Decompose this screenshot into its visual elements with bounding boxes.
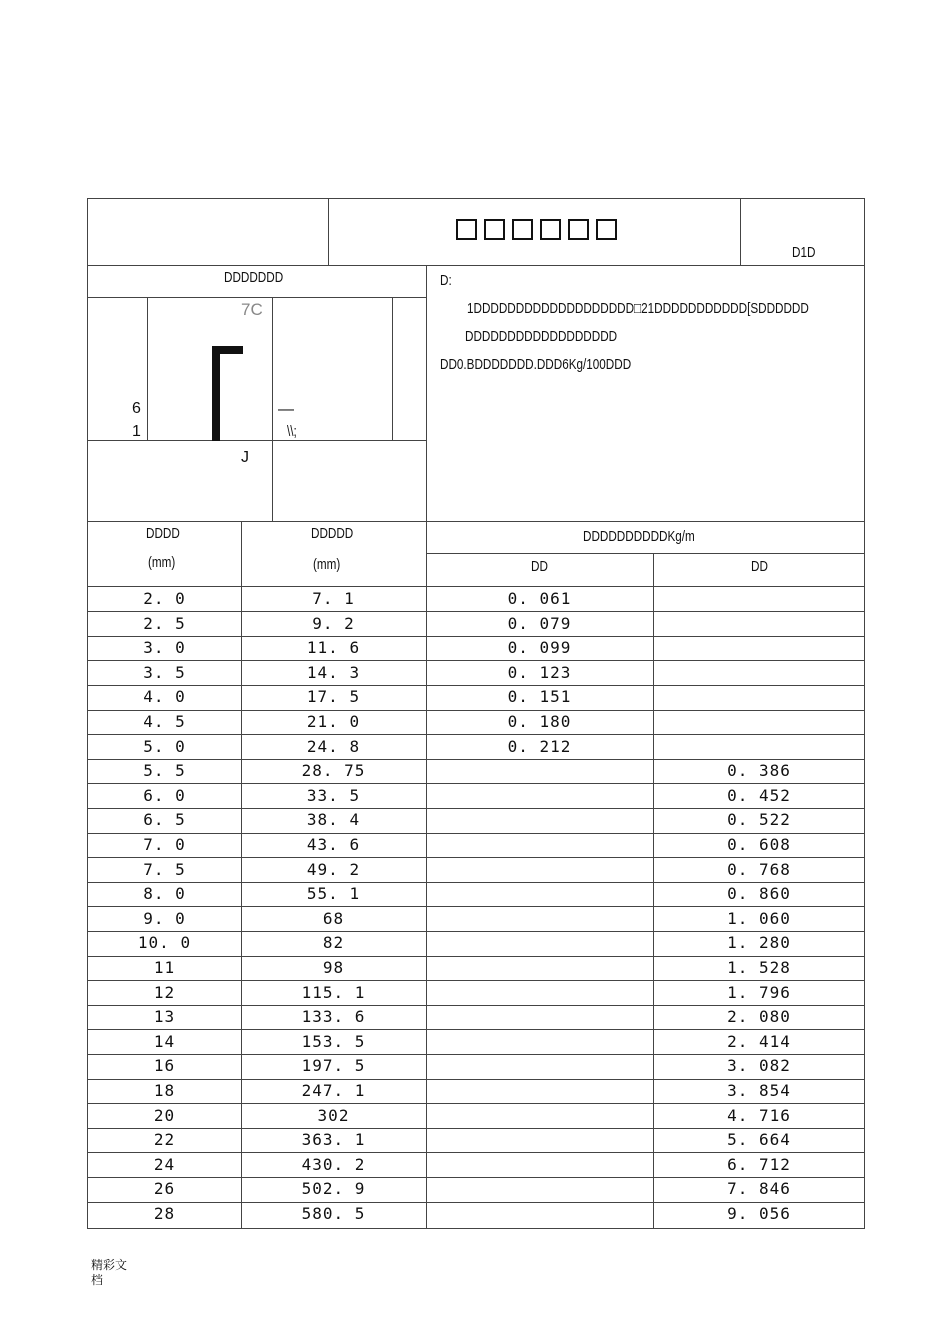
table-cell-a: 10. 0 — [137, 933, 192, 953]
table-cell-a: 24 — [153, 1154, 176, 1174]
table-cell-a: 22 — [153, 1130, 176, 1150]
figure-inner-line-1 — [147, 297, 148, 440]
table-cell-c: 0. 079 — [507, 613, 572, 633]
table-cell-a: 8. 0 — [143, 884, 186, 904]
table-row — [88, 956, 865, 980]
table-cell-b: 7. 1 — [312, 589, 355, 608]
figure-mid-line-right — [272, 440, 426, 441]
table-cell-d: 0. 522 — [727, 810, 791, 830]
table-cell-c: 0. 212 — [507, 736, 572, 756]
table-row — [88, 1104, 865, 1128]
header-bottom-line — [87, 265, 865, 266]
table-cell-b: 153. 5 — [301, 1031, 366, 1051]
col4-header: DD — [751, 558, 768, 575]
table-row — [88, 1177, 865, 1201]
table-cell-a: 11 — [153, 958, 176, 977]
table-cell-b: 197. 5 — [301, 1056, 366, 1076]
table-cell-d: 0. 860 — [727, 884, 791, 904]
figure-mid-line-left — [87, 440, 273, 441]
table-row — [88, 1079, 865, 1103]
table-row — [88, 710, 865, 734]
table-cell-a: 2. 0 — [143, 589, 186, 608]
table-cell-a: 5. 5 — [143, 761, 186, 781]
table-cell-b: 28. 75 — [301, 761, 366, 781]
table-cell-d: 1. 060 — [727, 908, 791, 928]
table-cell-b: 115. 1 — [301, 982, 366, 1002]
col2-unit: (mm) — [313, 556, 341, 573]
table-row — [88, 661, 865, 685]
table-row — [88, 1202, 865, 1226]
table-cell-c: 0. 099 — [507, 638, 572, 658]
figure-label-j: J — [241, 449, 249, 466]
header-divider-1 — [328, 198, 329, 265]
table-cell-a: 18 — [153, 1081, 176, 1100]
figure-inner-line-3 — [392, 297, 393, 440]
table-cell-b: 68 — [322, 908, 345, 928]
table-cell-b: 82 — [322, 933, 345, 953]
col1-unit: (mm) — [148, 554, 176, 571]
title-box-glyph — [540, 219, 561, 240]
table-cell-a: 2. 5 — [143, 613, 186, 633]
table-row — [88, 784, 865, 808]
table-cell-d: 2. 414 — [727, 1031, 791, 1051]
table-cell-d: 0. 452 — [727, 785, 791, 805]
title-box-glyph — [456, 219, 477, 240]
table-cell-a: 9. 0 — [143, 908, 186, 928]
col3-header: DD — [531, 558, 548, 575]
table-group-line — [426, 553, 865, 554]
table-cell-a: 7. 5 — [143, 859, 186, 879]
table-cell-b: 430. 2 — [301, 1154, 366, 1174]
table-cell-b: 9. 2 — [312, 613, 355, 633]
table-cell-d: 7. 846 — [727, 1179, 791, 1199]
table-cell-a: 4. 0 — [143, 687, 186, 707]
table-cell-b: 17. 5 — [306, 687, 361, 707]
table-row — [88, 636, 865, 660]
header-divider-2 — [740, 198, 741, 265]
table-row — [88, 858, 865, 882]
table-cell-b: 49. 2 — [306, 859, 361, 879]
header-right-label: D1D — [792, 244, 816, 261]
table-cell-b: 43. 6 — [306, 835, 361, 854]
table-cell-a: 6. 0 — [143, 785, 186, 805]
table-cell-c: 0. 061 — [507, 589, 572, 608]
table-cell-b: 33. 5 — [306, 785, 361, 805]
table-cell-c: 0. 151 — [507, 687, 572, 707]
table-row — [88, 981, 865, 1005]
table-row — [88, 1005, 865, 1029]
table-row — [88, 882, 865, 906]
table-cell-d: 3. 082 — [727, 1056, 791, 1076]
table-cell-c: 0. 123 — [507, 662, 572, 682]
table-cell-d: 5. 664 — [727, 1130, 791, 1150]
table-row — [88, 833, 865, 857]
table-cell-d: 0. 768 — [727, 859, 791, 879]
table-cell-a: 7. 0 — [143, 835, 186, 854]
table-cell-a: 13 — [153, 1007, 176, 1027]
table-cell-a: 20 — [153, 1105, 176, 1125]
table-cell-a: 5. 0 — [143, 736, 186, 756]
table-row — [88, 1153, 865, 1177]
table-row — [88, 1128, 865, 1152]
angle-section-icon — [212, 346, 243, 441]
table-cell-b: 38. 4 — [306, 810, 361, 830]
figure-caption: DDDDDDD — [224, 269, 284, 286]
table-cell-a: 28 — [153, 1204, 176, 1223]
notes-heading: D: — [440, 272, 452, 289]
group-header: DDDDDDDDDDKg/m — [583, 528, 695, 545]
title-box-glyph — [512, 219, 533, 240]
table-cell-b: 55. 1 — [306, 884, 361, 904]
table-cell-b: 502. 9 — [301, 1179, 366, 1199]
figure-label-slash: \\; — [287, 423, 297, 440]
table-cell-b: 98 — [322, 958, 345, 977]
table-cell-b: 363. 1 — [301, 1130, 366, 1150]
table-cell-d: 1. 280 — [727, 933, 791, 953]
table-cell-d: 1. 796 — [727, 982, 791, 1002]
figure-caption-line — [87, 297, 426, 298]
notes-line-3: DD0.BDDDDDDD.DDD6Kg/100DDD — [440, 356, 632, 373]
title-box-glyph — [568, 219, 589, 240]
table-cell-a: 14 — [153, 1031, 176, 1051]
table-cell-a: 12 — [153, 982, 176, 1002]
title-box-glyph — [596, 219, 617, 240]
table-cell-a: 3. 5 — [143, 662, 186, 682]
table-cell-b: 247. 1 — [301, 1081, 366, 1100]
table-cell-b: 11. 6 — [306, 638, 361, 658]
table-cell-d: 6. 712 — [727, 1154, 791, 1174]
table-cell-b: 302 — [317, 1105, 350, 1125]
figure-label-6: 6 — [132, 400, 141, 417]
footer-line-2: 档 — [91, 1273, 104, 1287]
page-title — [456, 219, 624, 244]
table-cell-d: 0. 608 — [727, 835, 791, 854]
table-row — [88, 612, 865, 636]
table-cell-d: 9. 056 — [727, 1204, 791, 1223]
table-row — [88, 685, 865, 709]
table-cell-a: 16 — [153, 1056, 176, 1076]
table-row — [88, 1054, 865, 1078]
table-row — [88, 735, 865, 759]
table-cell-d: 2. 080 — [727, 1007, 791, 1027]
table-row — [88, 1030, 865, 1054]
table-row — [88, 808, 865, 832]
table-cell-a: 6. 5 — [143, 810, 186, 830]
table-cell-b: 21. 0 — [306, 712, 361, 731]
table-cell-b: 580. 5 — [301, 1204, 366, 1223]
figure-label-7c: 7C — [241, 300, 263, 319]
table-cell-b: 133. 6 — [301, 1007, 366, 1027]
table-cell-b: 24. 8 — [306, 736, 361, 756]
table-cell-b: 14. 3 — [306, 662, 361, 682]
table-cell-c: 0. 180 — [507, 712, 572, 731]
figure-label-dash: — — [278, 401, 294, 418]
table-cell-a: 3. 0 — [143, 638, 186, 658]
table-cell-a: 26 — [153, 1179, 176, 1199]
col1-header: DDDD — [146, 525, 180, 542]
table-row — [88, 587, 865, 611]
table-row — [88, 931, 865, 955]
title-box-glyph — [484, 219, 505, 240]
table-header-top — [87, 521, 865, 522]
table-cell-d: 0. 386 — [727, 761, 791, 781]
figure-inner-line-2 — [272, 297, 273, 521]
table-row — [88, 759, 865, 783]
notes-line-1: 1DDDDDDDDDDDDDDDDDDD□21DDDDDDDDDDD[SDDDDDD — [467, 300, 809, 317]
table-cell-a: 4. 5 — [143, 712, 186, 731]
figure-label-1: 1 — [132, 423, 141, 440]
table-cell-d: 3. 854 — [727, 1081, 791, 1100]
footer-line-1: 精彩文 — [91, 1258, 128, 1272]
table-cell-d: 1. 528 — [727, 958, 791, 977]
table-row — [88, 907, 865, 931]
table-cell-d: 4. 716 — [727, 1105, 791, 1125]
col2-header: DDDDD — [311, 525, 354, 542]
figure-notes-divider — [426, 265, 427, 521]
notes-line-2: DDDDDDDDDDDDDDDDDD — [465, 328, 618, 345]
